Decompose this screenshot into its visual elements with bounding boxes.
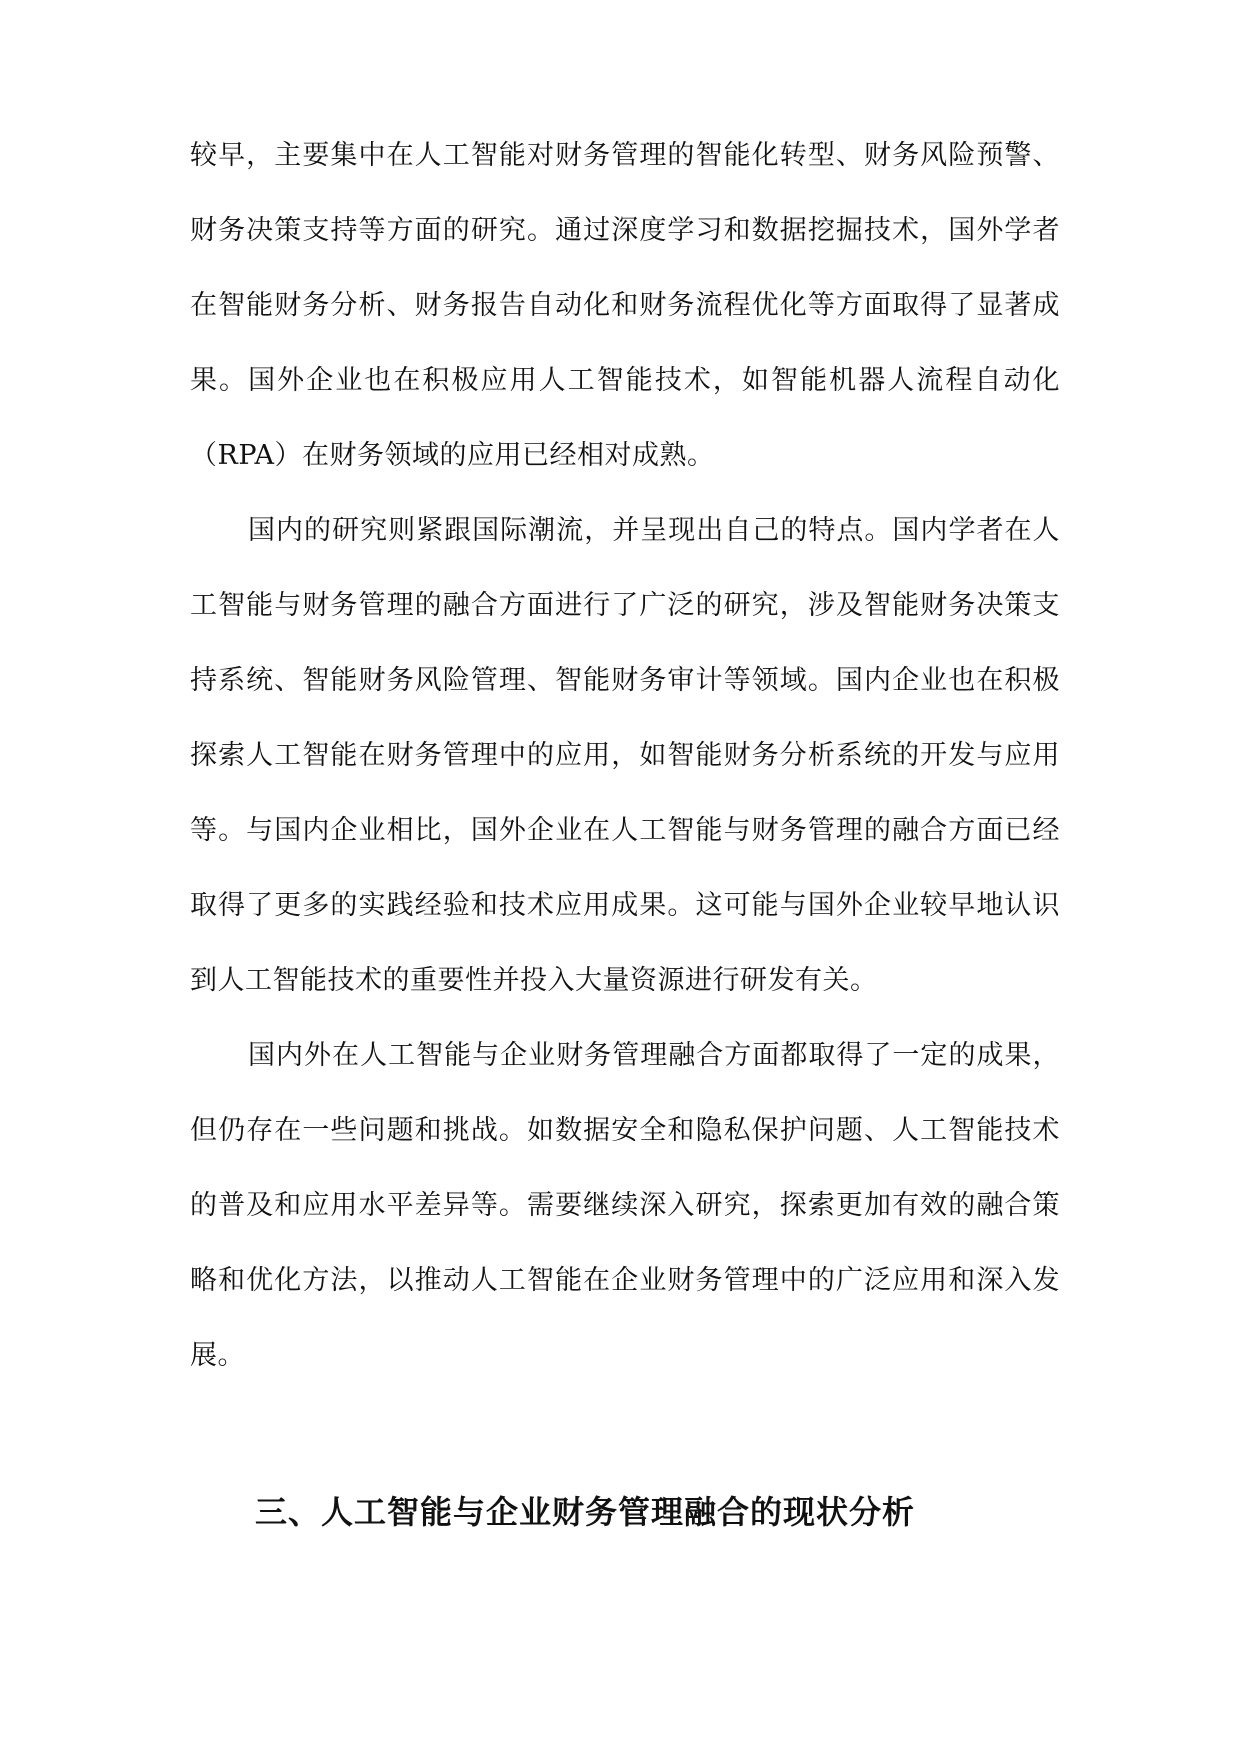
paragraph-1: 较早，主要集中在人工智能对财务管理的智能化转型、财务风险预警、财务决策支持等方面的研究。通过深度学习和数据挖掘技术，国外学者在智能财务分析、财务报告自动化和财务流程优化等方面取得了显著成果。国外企业也在积极应用人工智能技术，如智能机器人流程自动化（RPA）在财务领域的应用已经相对成熟。 bbox=[190, 140, 1060, 471]
paragraph-3: 国内外在人工智能与企业财务管理融合方面都取得了一定的成果，但仍存在一些问题和挑战。如数据安全和隐私保护问题、人工智能技术的普及和应用水平差异等。需要继续深入研究，探索更加有效的融合策略和优化方法，以推动人工智能在企业财务管理中的广泛应用和深入发展。 bbox=[190, 1040, 1060, 1371]
section-heading: 三、人工智能与企业财务管理融合的现状分析 bbox=[255, 1493, 916, 1531]
body-text bbox=[190, 118, 1060, 1393]
paragraph-2: 国内的研究则紧跟国际潮流，并呈现出自己的特点。国内学者在人工智能与财务管理的融合方面进行了广泛的研究，涉及智能财务决策支持系统、智能财务风险管理、智能财务审计等领域。国内企业也在积极探索人工智能在财务管理中的应用，如智能财务分析系统的开发与应用等。与国内企业相比，国外企业在人工智能与财务管理的融合方面已经取得了更多的实践经验和技术应用成果。这可能与国外企业较早地认识到人工智能技术的重要性并投入大量资源进行研发有关。 bbox=[190, 515, 1060, 996]
